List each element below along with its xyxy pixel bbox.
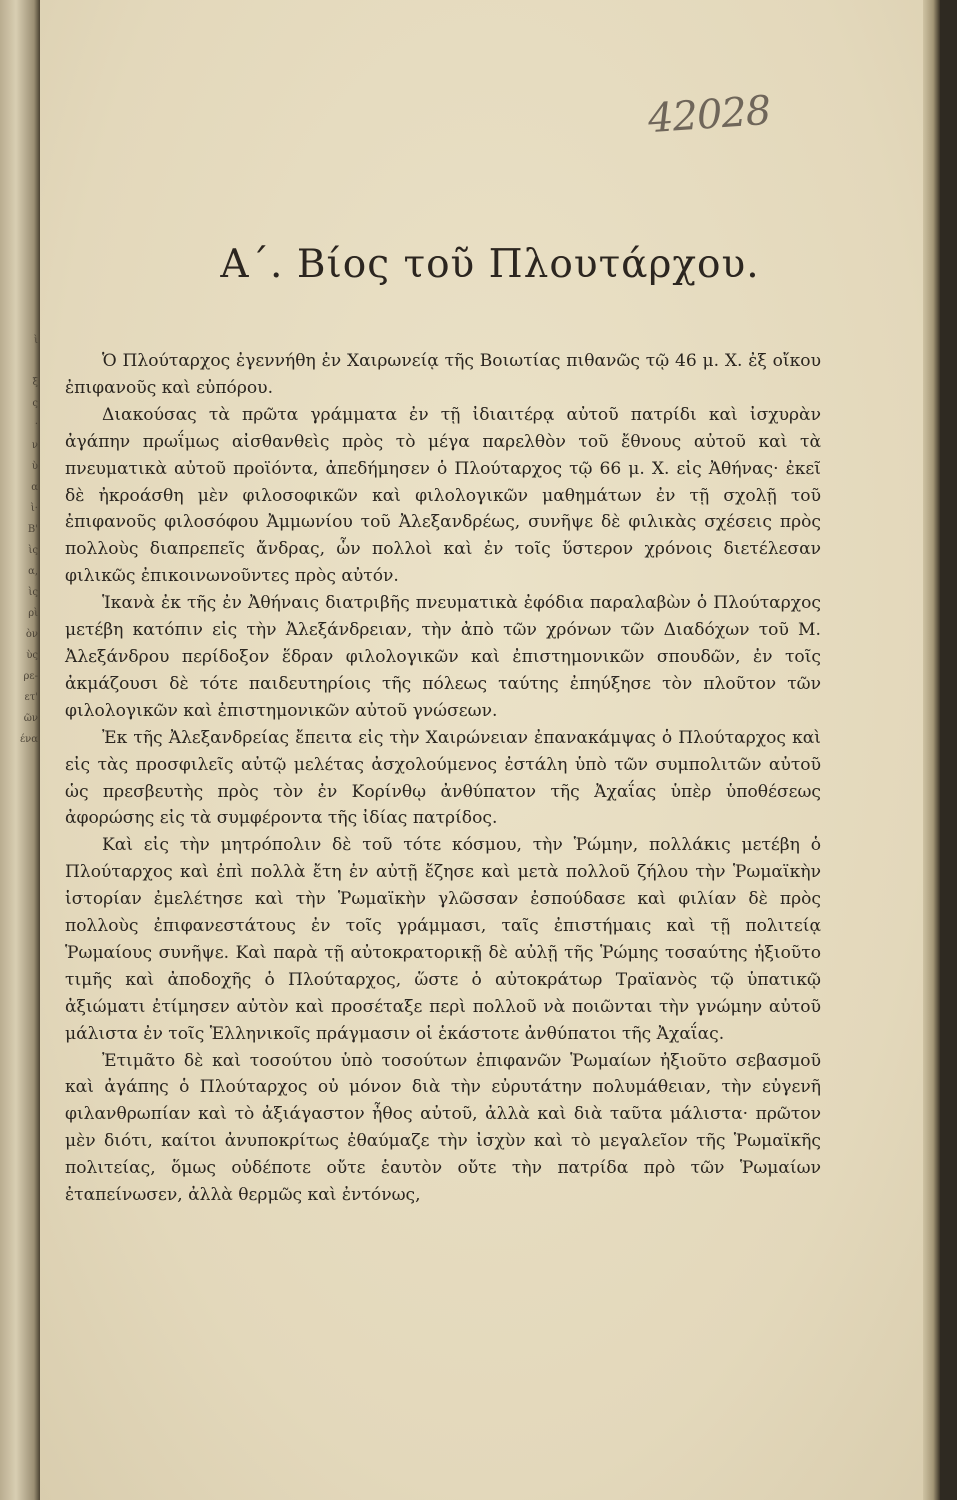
page-edge-shadow <box>923 0 940 1500</box>
paragraph: Ὁ Πλούταρχος ἐγεννήθη ἐν Χαιρωνείᾳ τῆς Βοιωτίας πιθανῶς τῷ 46 μ. Χ. ἐξ οἴκου ἐπιφανοῦς καὶ εὐπόρου. <box>65 351 821 398</box>
paragraph: Ἱκανὰ ἐκ τῆς ἐν Ἀθήναις διατριβῆς πνευματικὰ ἐφόδια παραλαβὼν ὁ Πλούταρχος μετέβη κατόπιν εἰς τὴν Ἀλεξάνδρειαν, τὴν ἀπὸ τῶν χρόνων τῶν Διαδόχων τοῦ Μ. Ἀλεξάνδρου περίδοξον ἕδραν φιλολογικῶν καὶ ἐπιστημονικῶν σπουδῶν, ἐν τοῖς ἀκμάζουσι δὲ τότε παιδευτηρίοις τῆς πόλεως ταύτης ἐπηύξησε τὸν πλοῦτον τῶν φιλολογικῶν καὶ ἐπιστημονικῶν αὐτοῦ γνώσεων. <box>65 593 821 721</box>
paragraph: Ἐκ τῆς Ἀλεξανδρείας ἔπειτα εἰς τὴν Χαιρώνειαν ἐπανακάμψας ὁ Πλούταρχος καὶ εἰς τὰς προσφιλεῖς αὐτῷ μελέτας ἀσχολούμενος ἐστάλη ὑπὸ τῶν συμπολιτῶν αὐτοῦ ὡς πρεσβευτὴς πρὸς τὸν ἐν Κορίνθῳ ἀνθύπατον τῆς Ἀχαΐας ὑπὲρ ὑποθέσεως ἀφορώσης εἰς τὰ συμφέροντα τῆς ἰδίας πατρίδος. <box>65 727 821 829</box>
chapter-title: Α΄. Βίος τοῦ Πλουτάρχου. <box>220 242 760 287</box>
book-page <box>40 0 940 1500</box>
book-spine-gutter <box>0 0 40 1500</box>
body-text <box>65 348 821 1209</box>
adjacent-page-text: ὶ ξ ς · ν ὺ α ὶ· Β' ὶς α, ὶς ρὶ ὸν ὺς ρε- ετ' ῶν ένα <box>19 335 38 745</box>
paragraph: Διακούσας τὰ πρῶτα γράμματα ἐν τῇ ἰδιαιτέρᾳ αὐτοῦ πατρίδι καὶ ἰσχυρὰν ἀγάπην πρωΐμως αἰσθανθεὶς πρὸς τὸ μέγα παρελθὸν τοῦ ἔθνους αὐτοῦ καὶ τὰ πνευματικὰ αὐτοῦ προϊόντα, ἀπεδήμησεν ὁ Πλούταρχος τῷ 66 μ. Χ. εἰς Ἀθήνας· ἐκεῖ δὲ ἠκροάσθη μὲν φιλοσοφικῶν καὶ φιλολογικῶν μαθημάτων ἐν τῇ σχολῇ τοῦ ἐπιφανοῦς φιλοσόφου Ἀμμωνίου τοῦ Ἀλεξανδρέως, συνῆψε δὲ φιλικὰς σχέσεις πρὸς πολλοὺς διαπρεπεῖς ἄνδρας, ὧν πολλοὶ καὶ ἐν τοῖς ὕστερον χρόνοις διετέλεσαν φιλικῶς ἐπικοινωνοῦντες πρὸς αὐτόν. <box>65 404 821 587</box>
handwritten-accession-number: 42028 <box>646 87 772 143</box>
paragraph: Ἐτιμᾶτο δὲ καὶ τοσούτου ὑπὸ τοσούτων ἐπιφανῶν Ῥωμαίων ἠξιοῦτο σεβασμοῦ καὶ ἀγάπης ὁ Πλούταρχος οὐ μόνον διὰ τὴν εὐρυτάτην πολυμάθειαν, τὴν εὐγενῆ φιλανθρωπίαν καὶ τὸ ἀξιάγαστον ἦθος αὐτοῦ, ἀλλὰ καὶ διὰ ταῦτα μάλιστα· πρῶτον μὲν διότι, καίτοι ἀνυποκρίτως ἐθαύμαζε τὴν ἰσχὺν καὶ τὸ μεγαλεῖον τῆς Ῥωμαϊκῆς πολιτείας, ὅμως οὐδέποτε οὔτε ἑαυτὸν οὔτε τὴν πατρίδα πρὸ τῶν Ῥωμαίων ἐταπείνωσεν, ἀλλὰ θερμῶς καὶ ἐντόνως, <box>65 1050 821 1206</box>
paragraph: Καὶ εἰς τὴν μητρόπολιν δὲ τοῦ τότε κόσμου, τὴν Ῥώμην, πολλάκις μετέβη ὁ Πλούταρχος καὶ ἐπὶ πολλὰ ἔτη ἐν αὐτῇ ἔζησε καὶ μετὰ πολλοῦ ζήλου τὴν Ῥωμαϊκὴν ἱστορίαν ἐμελέτησε καὶ τὴν Ῥωμαϊκὴν γλῶσσαν ἐσπούδασε καὶ φιλίαν δὲ πρὸς πολλοὺς ἐπιφανεστάτους ἐν τοῖς γράμμασι, ταῖς ἐπιστήμαις καὶ τῇ πολιτείᾳ Ῥωμαίους συνῆψε. Καὶ παρὰ τῇ αὐτοκρατορικῇ δὲ αὐλῇ τῆς Ῥώμης τοσαύτης ἠξιοῦτο τιμῆς καὶ ἀποδοχῆς ὁ Πλούταρχος, ὥστε ὁ αὐτοκράτωρ Τραϊανὸς τῷ ὑπατικῷ ἀξιώματι ἐτίμησεν αὐτὸν καὶ προσέταξε περὶ πολλοῦ νὰ ποιῶνται τὴν γνώμην αὐτοῦ μάλιστα ἐν τοῖς Ἑλληνικοῖς πράγμασιν οἱ ἑκάστοτε ἀνθύπατοι τῆς Ἀχαΐας. <box>65 835 821 1044</box>
